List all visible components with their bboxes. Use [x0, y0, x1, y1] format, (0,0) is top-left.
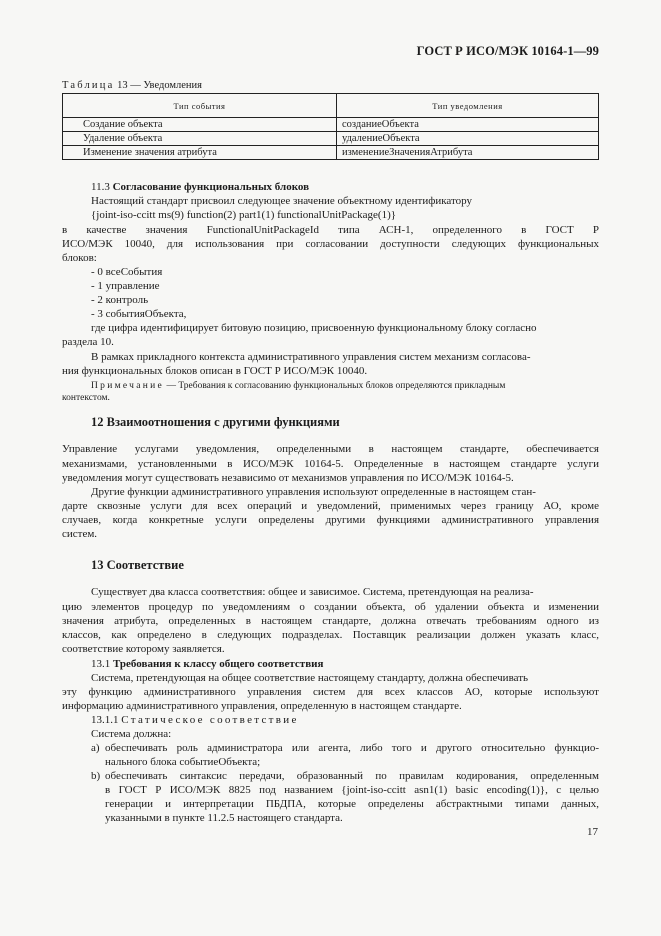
table-cell: Изменение значения атрибута [63, 146, 337, 160]
section-title: Согласование функциональных блоков [112, 181, 310, 193]
table-cell: Создание объекта [63, 118, 337, 132]
table-cell: изменениеЗначенияАтрибута [337, 146, 599, 160]
table-row [63, 146, 599, 160]
paragraph-line: механизмами, установленными в ИСО/МЭК 10164-5. Определенные в настоящем стандарте услуги [62, 458, 599, 470]
list-item: нального блока событиеОбъекта; [105, 756, 261, 768]
section-13-heading: 13 Соответствие [91, 558, 184, 572]
table-cell: удалениеОбъекта [337, 132, 599, 146]
paragraph-line: Настоящий стандарт присвоил следующее значение объектному идентификатору [91, 195, 473, 207]
list-marker: b) [91, 770, 101, 782]
note-text: контекстом. [62, 393, 110, 403]
paragraph-line: соответствие которому заявляется. [62, 643, 225, 655]
paragraph-line: в качестве значения FunctionalUnitPackageId типа АСН-1, определенного в ГОСТ Р [62, 224, 599, 236]
paragraph-line: {joint-iso-ccitt ms(9) function(2) part1(1) functionalUnitPackage(1)} [91, 209, 397, 221]
paragraph-line: Существует два класса соответствия: общее и зависимое. Система, претендующая на реализа- [91, 586, 534, 598]
list-item: - 1 управление [91, 280, 160, 292]
table-cell: созданиеОбъекта [337, 118, 599, 132]
paragraph-line: Система должна: [91, 728, 172, 740]
note [91, 380, 505, 392]
table-cell: Удаление объекта [63, 132, 337, 146]
section-12-heading: 12 Взаимоотношения с другими функциями [91, 415, 340, 429]
section-title: Статическое соответствие [121, 714, 299, 726]
paragraph-line: цию элементов процедур по уведомлениям о создании объекта, об удалении объекта и изменении [62, 601, 599, 613]
list-item: - 2 контроль [91, 294, 149, 306]
paragraph-line: Другие функции административного управления используют определенные в настоящем стан- [91, 486, 536, 498]
list-item: - 3 событияОбъекта, [91, 308, 187, 320]
table-caption-title: 13 — Уведомления [114, 80, 202, 91]
list-item: обеспечивать роль администратора или агента, либо того и другого относительно функцио- [105, 742, 599, 754]
paragraph-line: информацию административного управления, определенную в настоящем стандарте. [62, 700, 462, 712]
section-number: 11.3 [91, 181, 110, 193]
section-title: Требования к классу общего соответствия [113, 658, 324, 670]
list-item: указанными в пункте 11.2.5 настоящего стандарта. [105, 812, 343, 824]
table-row [63, 132, 599, 146]
list-item: в ГОСТ Р ИСО/МЭК 8825 под названием {joint-iso-ccitt asn1(1) basic encoding(1)}, с целью [105, 784, 599, 796]
table-row [63, 118, 599, 132]
section-13-1-1-heading [91, 714, 299, 727]
paragraph-line: ИСО/МЭК 10040, для использования при согласовании доступности следующих функциональных [62, 238, 599, 250]
paragraph-line: Система, претендующая на общее соответствие настоящему стандарту, должна обеспечивать [91, 672, 529, 684]
table-header-event-type: Тип события [63, 94, 337, 118]
section-13-1-heading [91, 658, 323, 671]
page-number: 17 [587, 826, 598, 838]
paragraph-line: где цифра идентифицирует битовую позицию, присвоенную функциональному блоку согласно [91, 322, 537, 334]
table-caption [62, 80, 202, 91]
note-label: Примечание [91, 381, 165, 391]
notifications-table [62, 93, 599, 160]
table-caption-label: Таблица [62, 80, 115, 91]
paragraph-line: раздела 10. [62, 336, 114, 348]
paragraph-line: значения атрибута, определенных в настоящем стандарте, должна отвечать требованиям одного из [62, 615, 599, 627]
paragraph-line: уведомления могут существовать независимо от механизмов управления по ИСО/МЭК 10164-5. [62, 472, 514, 484]
paragraph-line: блоков: [62, 252, 97, 264]
paragraph-line: систем. [62, 528, 98, 540]
list-marker: a) [91, 742, 100, 754]
list-item: - 0 всеСобытия [91, 266, 163, 278]
note-text: — Требования к согласованию функциональных блоков определяются прикладным [164, 381, 506, 391]
paragraph-line: ния функциональных блоков описан в ГОСТ Р ИСО/МЭК 10040. [62, 365, 368, 377]
paragraph-line: Управление услугами уведомления, определенными в настоящем стандарте, обеспечивается [62, 443, 599, 455]
paragraph-line: эту функцию административного управления систем для всех классов АО, которые используют [62, 686, 599, 698]
list-item: генерации и интерпретации ПБДПА, которые определены абстрактными типами данных, [105, 798, 599, 810]
paragraph-line: В рамках прикладного контекста административного управления систем механизм согласова- [91, 351, 531, 363]
paragraph-line: случаев, когда конкретные услуги определены другими функциями административного управления [62, 514, 599, 526]
list-item: обеспечивать синтаксис передачи, образованный по правилам кодирования, определенным [105, 770, 599, 782]
section-number: 13.1.1 [91, 714, 119, 726]
table-header-notification-type: Тип уведомления [337, 94, 599, 118]
paragraph-line: дарте сквозные услуги для всех операций и уведомлений, применимых через границу АО, кроме [62, 500, 599, 512]
paragraph-line: классов, как определено в следующих подразделах. Поставщик реализации должен указать класс, [62, 629, 599, 641]
section-number: 13.1 [91, 658, 111, 670]
section-11-3-heading [91, 181, 309, 194]
document-header: ГОСТ Р ИСО/МЭК 10164-1—99 [416, 44, 599, 58]
